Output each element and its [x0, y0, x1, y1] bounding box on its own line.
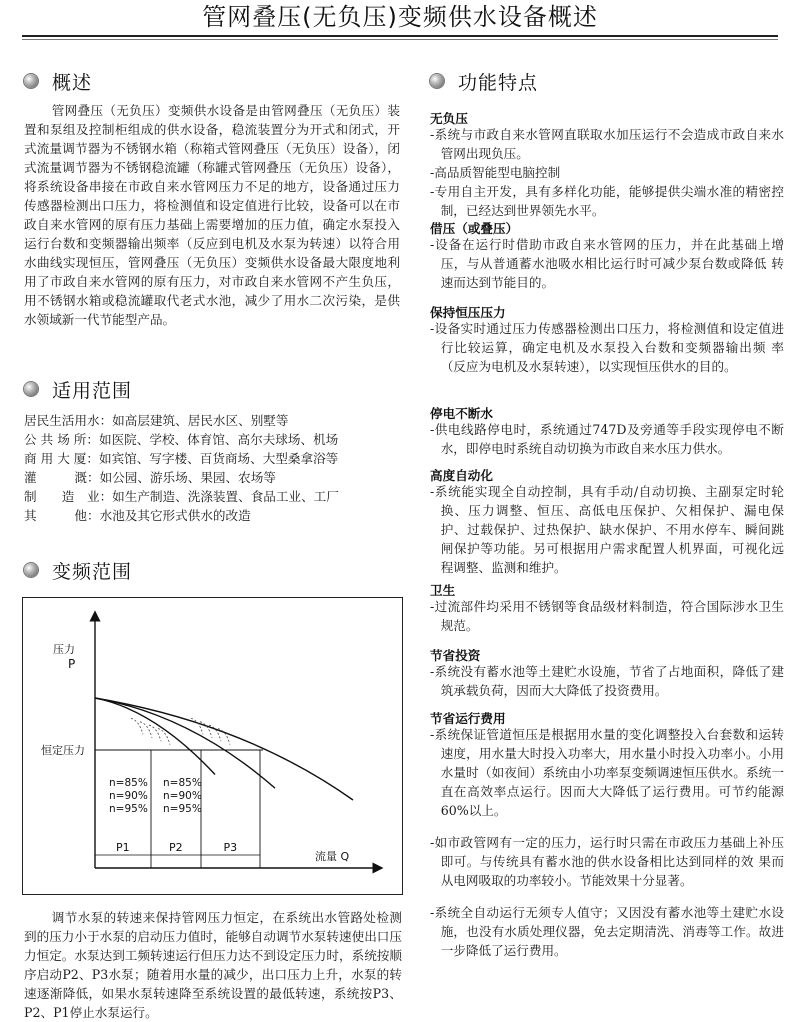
features-title: 功能特点: [458, 71, 539, 94]
scope-title: 适用范围: [52, 379, 133, 402]
feature-line: -高品质智能型电脑控制: [430, 165, 561, 180]
title-divider-thin: [22, 39, 778, 40]
feature-line: -系统能实现全自动控制，具有手动/自动切换、主副泵定时轮换、压力调整、恒压、高低电压保护、欠相保护、漏电保 护、过载保护、过热保护、缺水保护、不用水停车、瞬间跳 闸保护等功能。另可根据用户需求配置人机界面，可视化远 程调整、监测和维护。: [430, 484, 784, 575]
feature-title: 节省投资: [430, 648, 481, 663]
scope-item: 商 用 大 厦：如宾馆、写字楼、百货商场、大型桑拿浴等: [24, 451, 339, 466]
feature-title: 保持恒压压力: [430, 305, 506, 320]
y-axis-symbol: P: [68, 657, 76, 671]
feature-text: [430, 725, 784, 960]
feature-line: -设备在运行时借助市政自来水管网的压力，并在此基础上增压，与从普通蓄水池吸水相比运行时可减少泵台数或降低 转速而达到节能目的。: [430, 237, 784, 290]
feature-title: 节省运行费用: [430, 711, 506, 726]
bullet-icon: [24, 563, 38, 577]
feature-text: [430, 235, 784, 292]
feature-title: 无负压: [430, 111, 468, 126]
pump-curve-p2: [95, 698, 275, 788]
freq-description: 调节水泵的转速来保持管网压力恒定，在系统出水管路处检测到的压力小于水泵的启动压力值时，能够自动调节水泵转速使出口压力恒定。水泵达到工频转速运行但压力达不到设定压力时，系统按顺序启动P2、P3水泵；随着用水量的减少，出口压力上升，水泵的转速逐渐降低，如果水泵转速降至系统设置的最低转速，系统按P3、P2、P1停止水泵运行。: [24, 910, 402, 1020]
feature-line: -系统与市政自来水管网直联取水加压运行不会造成市政自来水管网出现负压。: [430, 127, 784, 161]
speed-label: n=90%: [163, 790, 202, 802]
scope-item: 制 造 业：如生产制造、洗涤装置、食品工业、工厂: [24, 489, 339, 504]
x-axis-label: 流量 Q: [315, 850, 350, 863]
pump-curve-chart: [22, 597, 403, 895]
speed-label: n=90%: [109, 790, 148, 802]
y-axis-label: 压力: [53, 643, 75, 656]
constant-pressure-label: 恒定压力: [41, 744, 85, 757]
scope-item: 灌 溉：如公园、游乐场、果园、农场等: [24, 470, 276, 485]
feature-text: [430, 125, 784, 220]
feature-title: 停电不断水: [430, 406, 493, 421]
bullet-icon: [24, 74, 38, 88]
overview-title: 概述: [52, 71, 93, 94]
feature-line: -系统保证管道恒压是根据用水量的变化调整投入台套数和运转速度，用水量大时投入功率大，用水量小时投入功率小。小用水量时（如夜间）系统由小功率泵变频调速恒压供水。系统一直在高效率点运行。因而大大降低了运行费用。可节约能源60%以上。: [430, 727, 784, 818]
pump-curve-p1: [95, 698, 215, 775]
feature-title: 卫生: [430, 583, 456, 598]
feature-title: 借压（或叠压）: [430, 221, 519, 236]
scope-item: 居民生活用水：如高层建筑、居民水区、别墅等: [24, 413, 289, 428]
feature-line: -设备实时通过压力传感器检测出口压力，将检测值和设定值进行比较运算，确定电机及水泵投入台数和变频器输出频 率（反应为电机及水泵转速），以实现恒压供水的目的。: [430, 321, 784, 374]
segment-label: P1: [116, 841, 130, 854]
speed-label: n=85%: [109, 777, 148, 789]
feature-text: [430, 319, 784, 376]
speed-label: n=95%: [163, 803, 202, 815]
segment-label: P3: [223, 841, 238, 854]
title-divider: [22, 35, 778, 37]
scope-item: 公 共 场 所：如医院、学校、体育馆、高尔夫球场、机场: [24, 432, 339, 447]
overview-text: 管网叠压（无负压）变频供水设备是由管网叠压（无负压）装置和泵组及控制柜组成的供水设备，稳流装置分为开式和闭式，开式流量调节器为不锈钢水箱（称箱式管网叠压（无负压）设备），闭式流量调节器为不锈钢稳流罐（称罐式管网叠压（无负压）设备），将系统设备串接在市政自来水管网压力不足的地方，设备通过压力传感器检测出口压力，将检测值和设定值进行比较，设备可以在市政自来水管网的原有压力基础上需要增加的压力值，确定水泵投入运行台数和变频器输出频率（反应到电机及水泵为转速）以符合用水曲线实现恒压，管网叠压（无负压）变频供水设备最大限度地利用了市政自来水管网的原有压力，对市政自来水管网不产生负压，用不锈钢水箱或稳流罐取代老式水池，减少了用水二次污染，是供水领域新一代节能型产品。: [24, 103, 400, 327]
feature-title: 高度自动化: [430, 468, 493, 483]
freq-title: 变频范围: [52, 560, 133, 583]
feature-line: -系统全自动运行无须专人值守；又因没有蓄水池等土建贮水设施，也没有水质处理仪器，免去定期清洗、消毒等工作。故进一步降低了运行费用。: [430, 905, 784, 958]
scope-item: 其 他：水池及其它形式供水的改造: [24, 508, 251, 523]
overview-heading: [24, 68, 92, 94]
feature-line: -专用自主开发，具有多样化功能，能够提供尖端水准的精密控制，已经达到世界领先水平。: [430, 184, 784, 218]
speed-label: n=85%: [163, 777, 202, 789]
scope-list: [24, 411, 394, 525]
page-title: 管网叠压(无负压)变频供水设备概述: [202, 3, 598, 31]
features-heading: [430, 68, 538, 94]
speed-arc: [131, 718, 143, 734]
feature-text: [430, 420, 784, 458]
speed-label-group: [109, 777, 202, 815]
speed-label: n=95%: [109, 803, 148, 815]
feature-line: -供电线路停电时，系统通过747D及旁通等手段实现停电不断水，即停电时系统自动切换为市政自来水压力供水。: [430, 422, 784, 456]
feature-line: -如市政管网有一定的压力，运行时只需在市政压力基础上补压即可。与传统具有蓄水池的供水设备相比达到同样的效 果而从电网吸取的功率较小。节能效果十分显著。: [430, 835, 784, 888]
scope-heading: [24, 376, 132, 402]
feature-text: [430, 597, 784, 635]
freq-heading: [24, 557, 132, 583]
bullet-icon: [24, 382, 38, 396]
feature-text: [430, 662, 784, 700]
bullet-icon: [430, 74, 444, 88]
feature-line: -过流部件均采用不锈钢等食品级材料制造，符合国际涉水卫生规范。: [430, 599, 784, 633]
feature-text: [430, 482, 784, 577]
feature-line: -系统没有蓄水池等土建贮水设施，节省了占地面积，降低了建筑承载负荷，因而大大降低了投资费用。: [430, 664, 784, 698]
segment-label: P2: [169, 841, 183, 854]
pump-curve-svg: [23, 598, 402, 894]
